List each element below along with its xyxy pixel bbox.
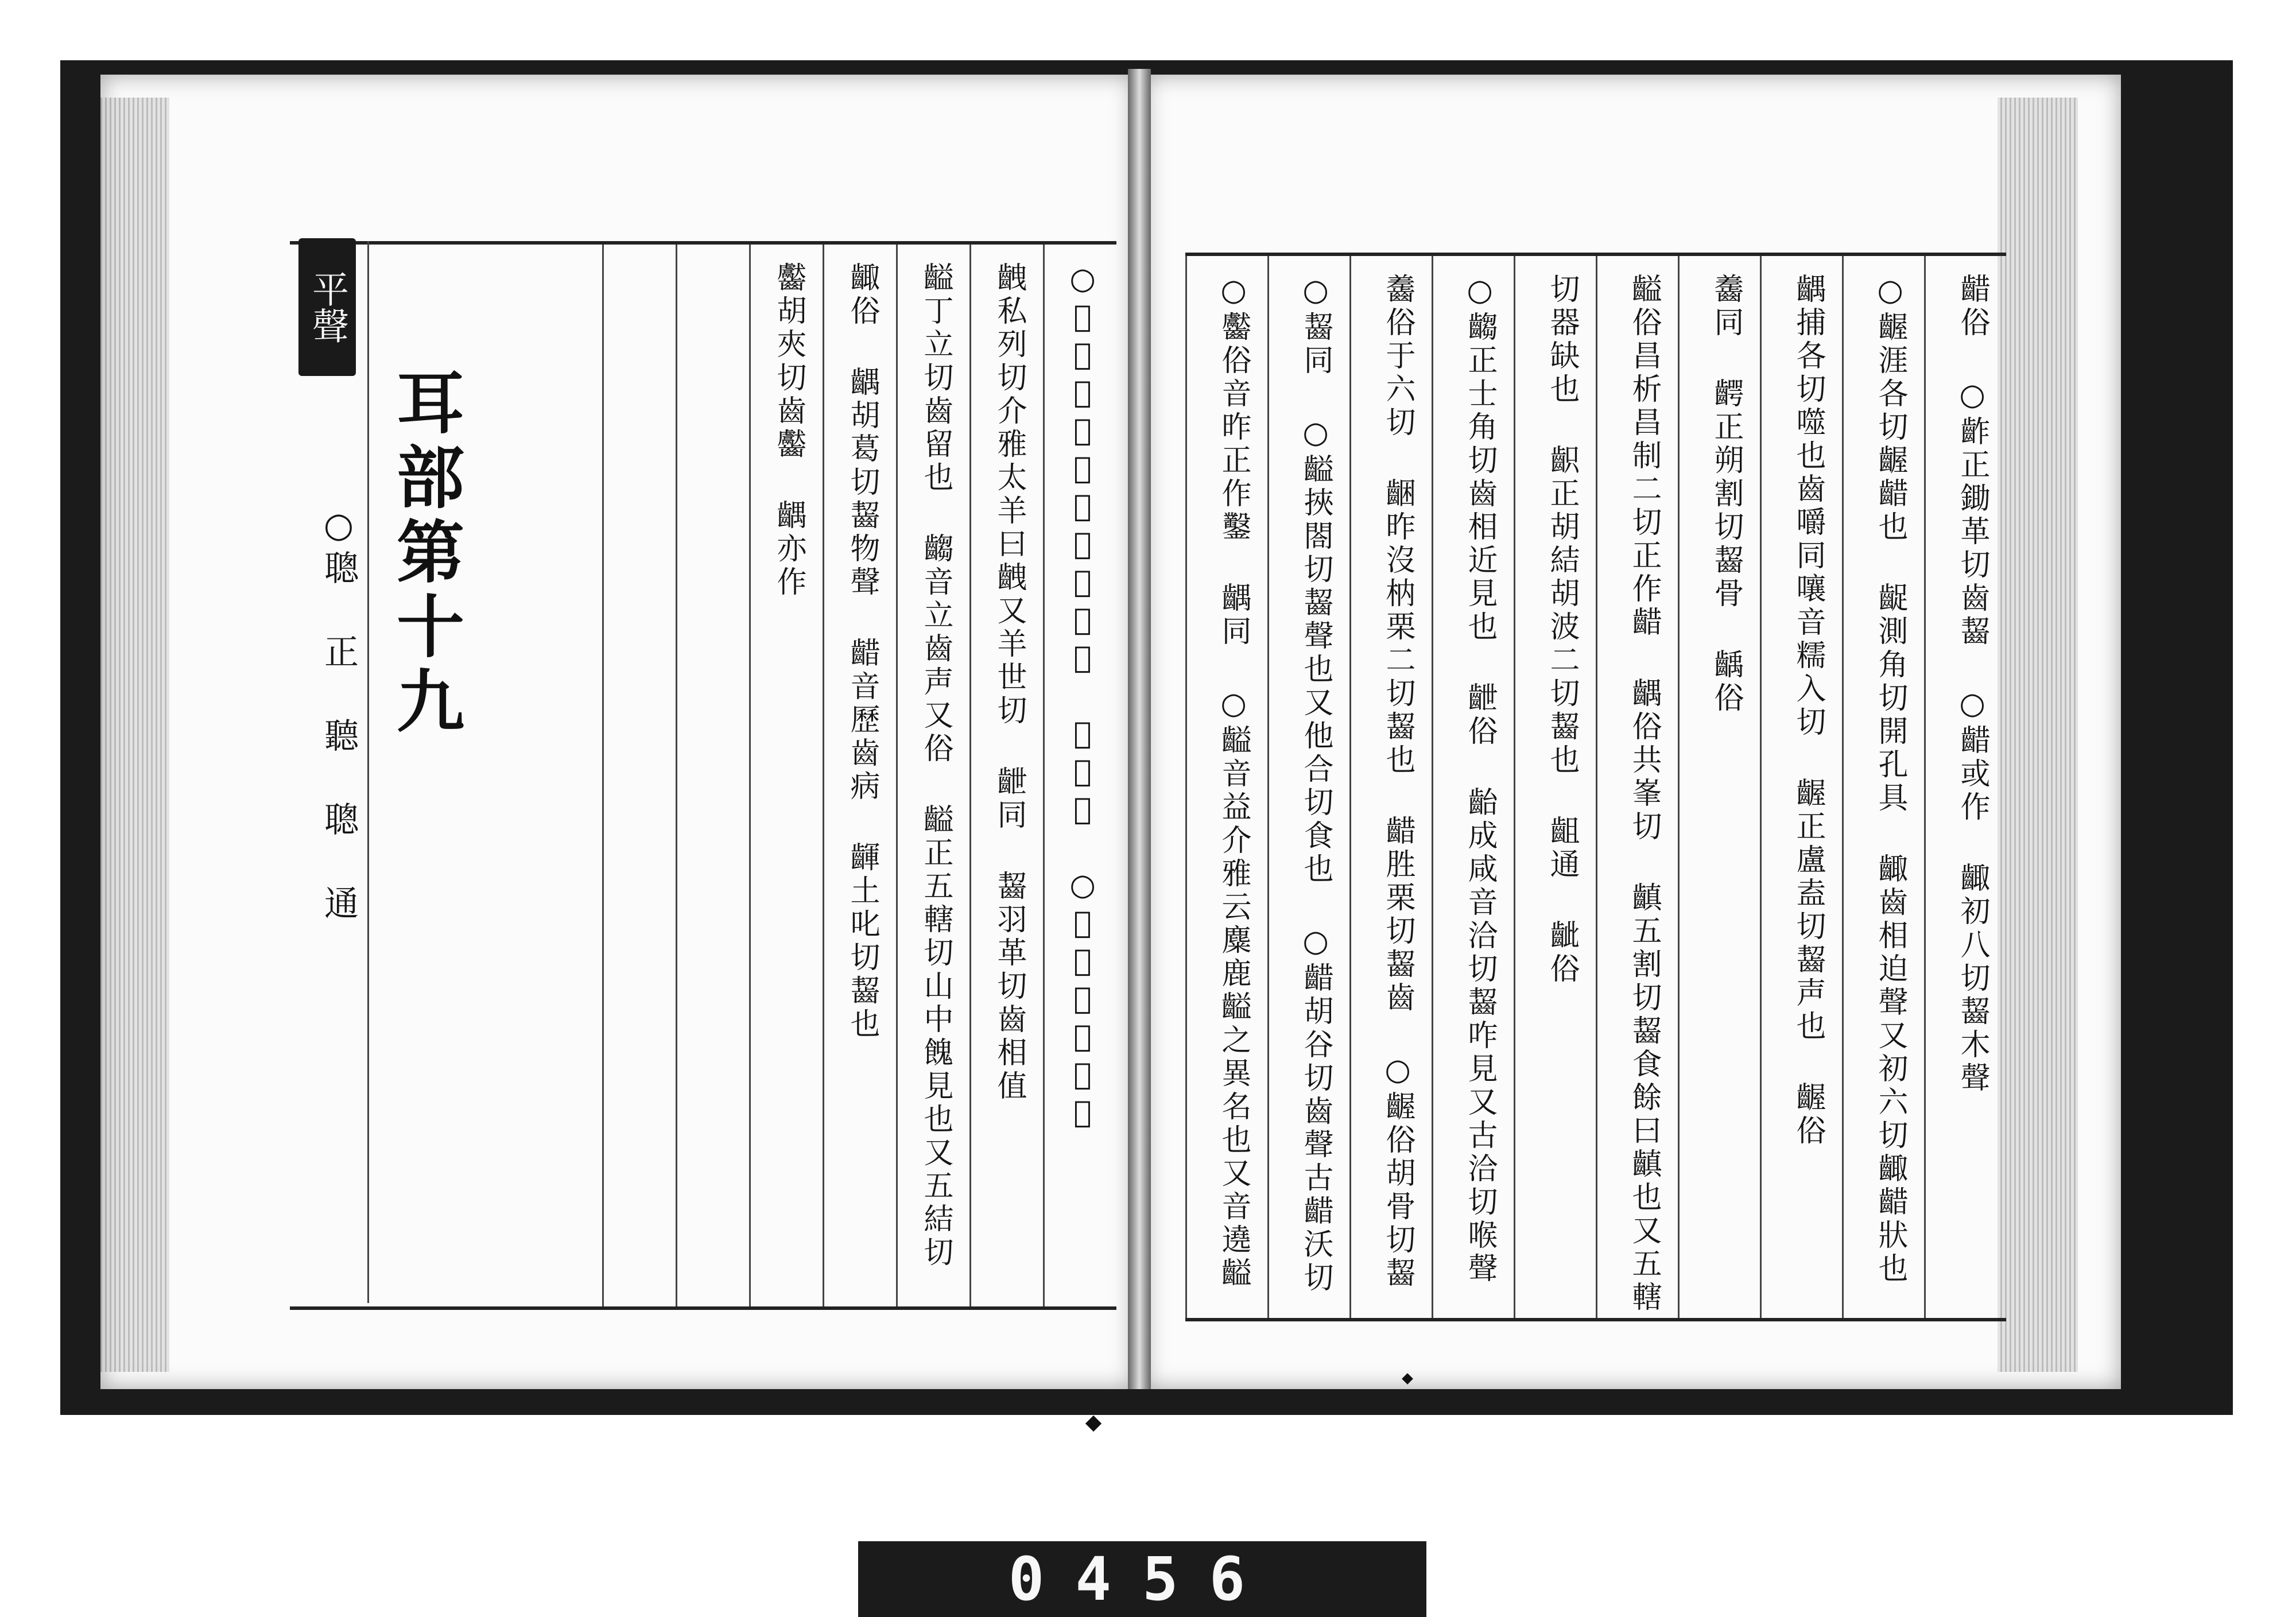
left-column-2: 齥私列切介雅太羊曰齥又羊世切 齛同 齧羽革切齒相值	[969, 245, 1043, 1306]
right-column-5: 齸俗昌析昌制二切正作齰 齵俗共峯切 齻五割切齧食餘曰齻也又五轄	[1596, 256, 1678, 1318]
tone-tag: 平聲	[298, 238, 356, 376]
right-column-1: 齰俗 ○齚正鋤革切齒齧 ○齰或作 齱初八切齧木聲	[1924, 256, 2006, 1318]
right-column-9: ○齧同 ○齸挾閤切齧聲也又他合切食也 ○齰胡谷切齒聲古齰沃切	[1267, 256, 1349, 1318]
left-column-4: 齱俗 齵胡葛切齧物聲 齰音歷齒病 齳土叱切齧也	[823, 245, 896, 1306]
left-column-3: 齸丁立切齒留也 齺音立齒声又俗 齸正五轄切山中餽見也又五結切	[896, 245, 969, 1306]
book-gutter	[1128, 69, 1151, 1389]
left-column-5: 齾胡夾切齒齾 齵亦作	[749, 245, 823, 1306]
left-column-1: ○𪙳直栗枕結二切齧堅声 齛同上 ○齝先結切齒也	[1043, 245, 1116, 1306]
right-column-2: ○齷涯各切齷齰也 齪測角切開孔具 齱齒相迫聲又初六切齱齰狀也	[1842, 256, 1924, 1318]
right-page-edges	[1998, 98, 2078, 1372]
right-text-block	[1185, 253, 2006, 1321]
frame-number-stamp: 0456	[858, 1541, 1426, 1617]
center-mark	[1085, 1416, 1102, 1432]
left-page-edges	[100, 98, 169, 1372]
section-title: 耳部第十九	[385, 367, 465, 740]
head-entry: ○聰 正 聽 聰 通	[319, 505, 359, 924]
left-column-empty-2	[602, 245, 676, 1306]
right-column-6: 切器缺也 齞正胡結胡波二切齧也 齟通 齜俗	[1514, 256, 1596, 1318]
right-column-3: 齵捕各切噬也齒嚼同嚷音糯入切 齷正盧盍切齧声也 齷俗	[1760, 256, 1842, 1318]
right-column-10: ○齾俗音昨正作鑿 齵同 ○齸音益介雅云麋鹿齸之異名也又音遶齸	[1185, 256, 1267, 1318]
right-column-4: 齹同 齶正朔割切齧骨 齲俗	[1678, 256, 1760, 1318]
right-column-7: ○齺正士角切齒相近見也 齛俗 齝成咸音洽切齧咋見又古洽切喉聲	[1432, 256, 1514, 1318]
left-column-empty-1	[676, 245, 749, 1306]
right-column-8: 齹俗于六切 齫昨沒枘栗二切齧也 齰胜栗切齧齒 ○齷俗胡骨切齧	[1349, 256, 1432, 1318]
